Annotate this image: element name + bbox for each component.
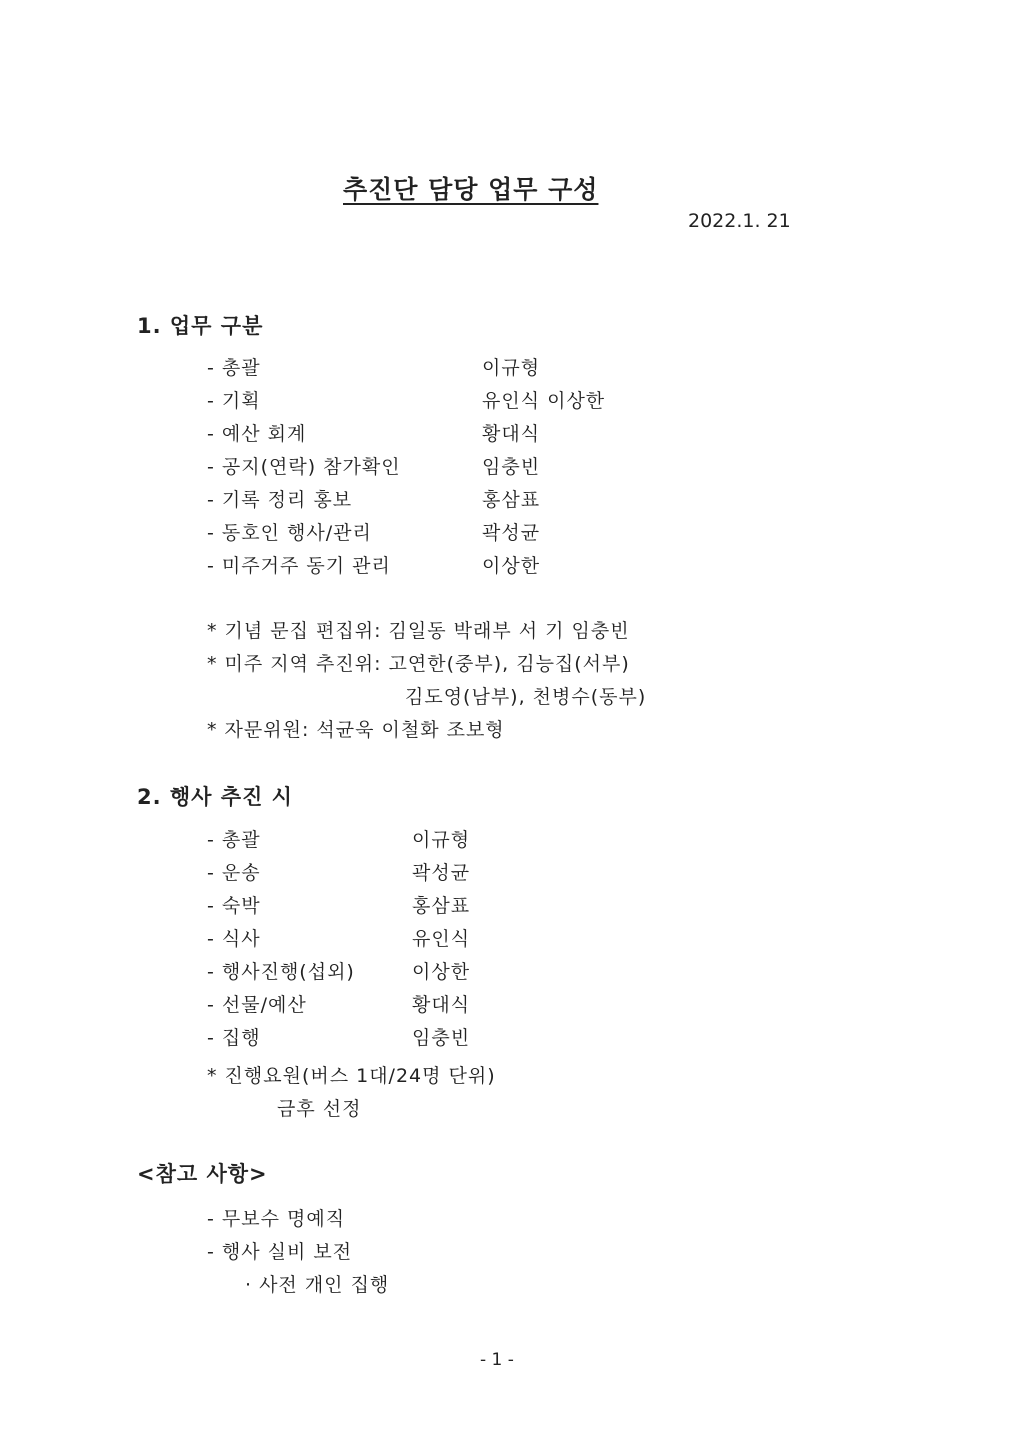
section-2-heading: 2. 행사 추진 시 [137, 785, 293, 809]
reference-item: - 행사 실비 보전 [207, 1241, 353, 1263]
section-1-note-continuation: 김도영(남부), 천병수(동부) [405, 686, 647, 708]
section-1-note: * 미주 지역 추진위: 고연한(중부), 김능집(서부) [207, 653, 630, 675]
section-1-note: * 기념 문집 편집위: 김일동 박래부 서 기 임충빈 [207, 620, 630, 642]
section-1-heading: 1. 업무 구분 [137, 314, 264, 338]
task-label: - 집행 [207, 1027, 261, 1049]
task-label: - 총괄 [207, 829, 261, 851]
task-label: - 운송 [207, 862, 261, 884]
task-person: 유인식 [412, 928, 471, 950]
task-person: 황대식 [412, 994, 471, 1016]
task-person: 홍삼표 [482, 489, 541, 511]
reference-heading: <참고 사항> [137, 1162, 268, 1186]
task-person: 곽성균 [482, 522, 541, 544]
section-1-note: * 자문위원: 석균욱 이철화 조보형 [207, 719, 505, 741]
task-person: 홍삼표 [412, 895, 471, 917]
task-person: 임충빈 [412, 1027, 471, 1049]
task-label: - 기획 [207, 390, 261, 412]
task-person: 곽성균 [412, 862, 471, 884]
task-label: - 숙박 [207, 895, 261, 917]
task-person: 이규형 [412, 829, 471, 851]
document-date: 2022.1. 21 [688, 210, 791, 232]
task-label: - 미주거주 동기 관리 [207, 555, 391, 577]
document-title: 추진단 담당 업무 구성 [343, 175, 599, 204]
task-person: 이상한 [412, 961, 471, 983]
task-label: - 선물/예산 [207, 994, 307, 1016]
section-2-note: * 진행요원(버스 1대/24명 단위) [207, 1065, 496, 1087]
task-label: - 예산 회계 [207, 423, 307, 445]
task-label: - 동호인 행사/관리 [207, 522, 372, 544]
reference-item: - 무보수 명예직 [207, 1208, 346, 1230]
task-label: - 총괄 [207, 357, 261, 379]
task-person: 이상한 [482, 555, 541, 577]
task-label: - 공지(연락) 참가확인 [207, 456, 401, 478]
task-label: - 식사 [207, 928, 261, 950]
page-number: - 1 - [480, 1350, 514, 1370]
section-2-note-continuation: 금후 선정 [277, 1098, 362, 1120]
task-person: 유인식 이상한 [482, 390, 606, 412]
task-person: 임충빈 [482, 456, 541, 478]
task-person: 황대식 [482, 423, 541, 445]
task-label: - 기록 정리 홍보 [207, 489, 353, 511]
task-label: - 행사진행(섭외) [207, 961, 355, 983]
task-person: 이규형 [482, 357, 541, 379]
reference-subitem: · 사전 개인 집행 [245, 1274, 390, 1296]
